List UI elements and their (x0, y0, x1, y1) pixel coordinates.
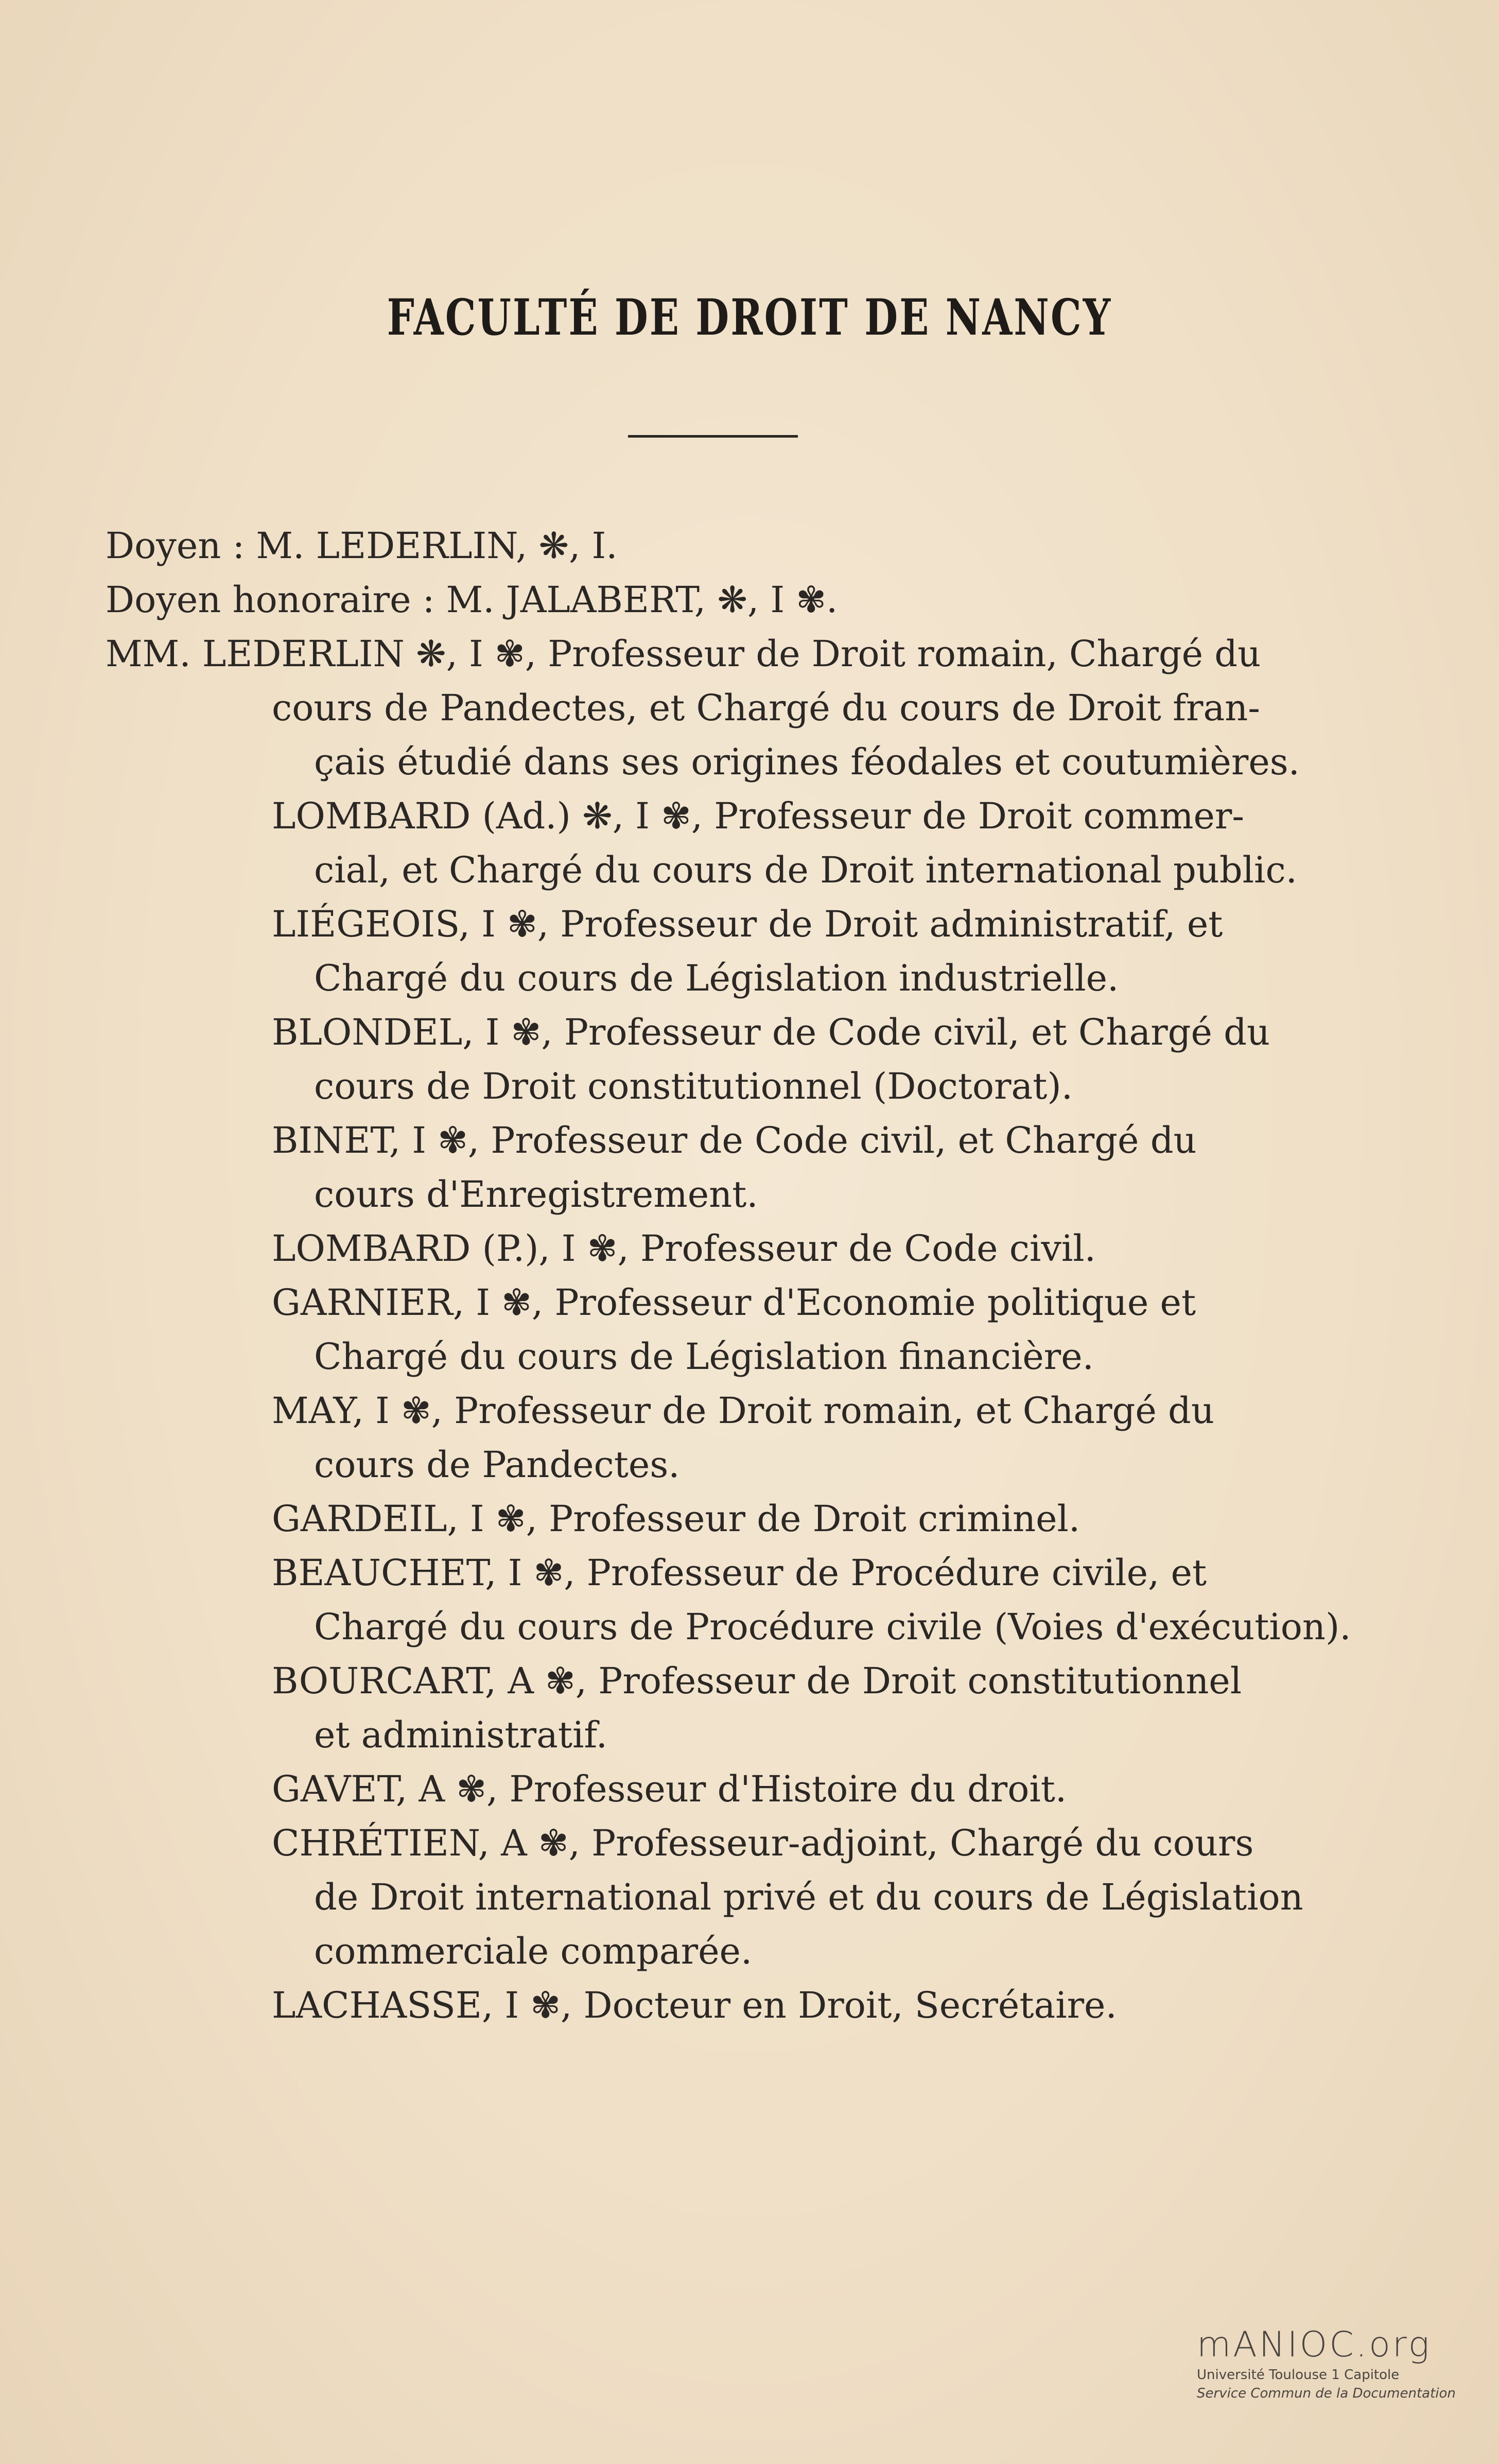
list-item: cours de Droit constitutionnel (Doctorat). (314, 1065, 1073, 1107)
list-item: cours d'Enregistrement. (314, 1173, 758, 1216)
list-item: BOURCART, A ✾, Professeur de Droit constitutionnel (272, 1660, 1242, 1702)
list-item: çais étudié dans ses origines féodales et coutumières. (314, 741, 1300, 783)
list-item: GARDEIL, I ✾, Professeur de Droit criminel. (272, 1498, 1080, 1540)
list-item: LACHASSE, I ✾, Docteur en Droit, Secrétaire. (272, 1984, 1117, 2026)
list-item: cial, et Chargé du cours de Droit international public. (314, 849, 1297, 891)
list-item: de Droit international privé et du cours de Législation (314, 1876, 1303, 1918)
list-item: Chargé du cours de Législation industrielle. (314, 957, 1119, 999)
list-item: Chargé du cours de Législation financière. (314, 1335, 1094, 1378)
watermark (1197, 2324, 1465, 2403)
list-item: CHRÉTIEN, A ✾, Professeur-adjoint, Chargé du cours (272, 1822, 1254, 1864)
list-item: commerciale comparée. (314, 1930, 753, 1972)
list-item: Chargé du cours de Procédure civile (Voies d'exécution). (314, 1606, 1351, 1648)
list-item: BINET, I ✾, Professeur de Code civil, et Chargé du (272, 1119, 1197, 1161)
footer-service: Service Commun de la Documentation (1197, 2386, 1456, 2401)
list-item: BLONDEL, I ✾, Professeur de Code civil, et Chargé du (272, 1011, 1270, 1053)
list-item: cours de Pandectes. (314, 1444, 680, 1486)
list-item: et administratif. (314, 1714, 608, 1756)
list-item: BEAUCHET, I ✾, Professeur de Procédure civile, et (272, 1552, 1207, 1594)
list-item: LIÉGEOIS, I ✾, Professeur de Droit administratif, et (272, 903, 1223, 945)
footer-university: Université Toulouse 1 Capitole (1197, 2367, 1400, 2383)
list-item: MAY, I ✾, Professeur de Droit romain, et Chargé du (272, 1390, 1214, 1432)
list-item: cours de Pandectes, et Chargé du cours de Droit fran- (272, 687, 1260, 729)
list-item: LOMBARD (P.), I ✾, Professeur de Code civil. (272, 1227, 1096, 1270)
list-item: GARNIER, I ✾, Professeur d'Economie politique et (272, 1281, 1196, 1324)
list-item: GAVET, A ✾, Professeur d'Histoire du droit. (272, 1768, 1067, 1810)
list-item: MM. LEDERLIN ❋, I ✾, Professeur de Droit romain, Chargé du (106, 633, 1261, 675)
list-item: LOMBARD (Ad.) ❋, I ✾, Professeur de Droit commer- (272, 795, 1245, 837)
list-item: Doyen honoraire : M. JALABERT, ❋, I ✾. (106, 579, 838, 621)
page-title: FACULTÉ DE DROIT DE NANCY (387, 288, 1112, 346)
list-item: Doyen : M. LEDERLIN, ❋, I. (106, 525, 618, 567)
manioc-logo: mANIOC.org (1197, 2324, 1432, 2365)
